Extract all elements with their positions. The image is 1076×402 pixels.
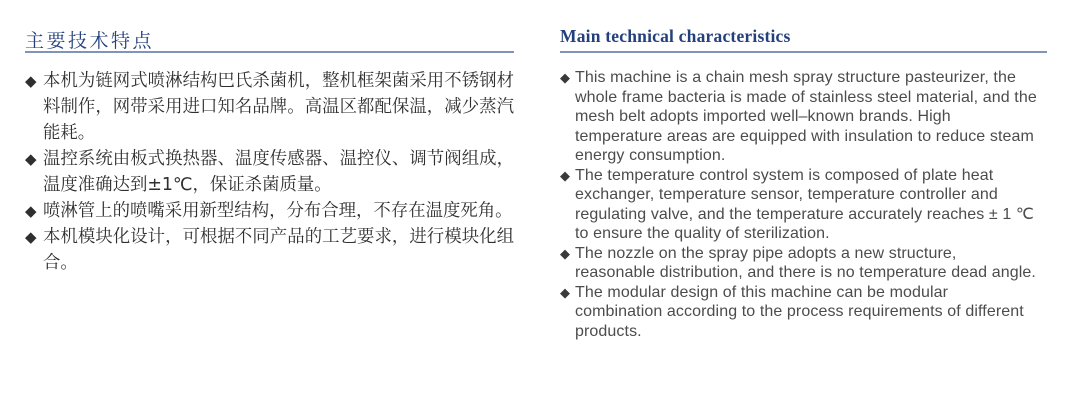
feature-list-item (25, 68, 514, 146)
chinese-features-section (25, 26, 514, 276)
feature-list-item (560, 244, 1038, 283)
diamond-bullet-icon: ◆ (560, 167, 571, 183)
feature-list-item (560, 68, 1038, 166)
chinese-bullet-list (25, 68, 514, 276)
feature-list-item (25, 198, 514, 224)
diamond-bullet-icon: ◆ (25, 202, 37, 220)
diamond-bullet-icon: ◆ (25, 72, 37, 90)
feature-text: 本机模块化设计，可根据不同产品的工艺要求，进行模块化组合。 (43, 227, 514, 273)
chinese-section-title: 主要技术特点 (25, 26, 514, 53)
feature-text: 喷淋管上的喷嘴采用新型结构，分布合理，不存在温度死角。 (43, 201, 513, 221)
feature-text: The temperature control system is composed of plate heat exchanger, temperature sensor, temperature controller and regulating valve, and the temperature accurately reaches ± 1 ℃ to ensure the quality of sterilization. (575, 166, 1034, 242)
feature-list-item (560, 166, 1038, 244)
english-section-title: Main technical characteristics (560, 26, 1047, 53)
feature-text: 温控系统由板式换热器、温度传感器、温控仪、调节阀组成，温度准确达到±1℃，保证杀菌质量。 (43, 149, 514, 195)
english-characteristics-section (560, 26, 1047, 341)
diamond-bullet-icon: ◆ (560, 284, 571, 300)
feature-text: 本机为链网式喷淋结构巴氏杀菌机，整机框架菌采用不锈钢材料制作，网带采用进口知名品牌。高温区都配保温，减少蒸汽能耗。 (43, 71, 514, 143)
english-bullet-list (560, 68, 1038, 341)
feature-text: The nozzle on the spray pipe adopts a new structure, reasonable distribution, and there is no temperature dead angle. (575, 244, 1036, 281)
diamond-bullet-icon: ◆ (25, 150, 37, 168)
diamond-bullet-icon: ◆ (25, 228, 37, 246)
feature-text: This machine is a chain mesh spray structure pasteurizer, the whole frame bacteria is made of stainless steel material, and the mesh belt adopts imported well–known brands. High temperature areas are equipped with insulation to reduce steam energy consumption. (575, 69, 1037, 164)
diamond-bullet-icon: ◆ (560, 70, 571, 85)
feature-list-item (25, 146, 514, 198)
diamond-bullet-icon: ◆ (560, 245, 571, 261)
feature-text: The modular design of this machine can be modular combination according to the process requirements of different products. (575, 283, 1024, 340)
feature-list-item (25, 224, 514, 276)
feature-list-item (560, 283, 1038, 342)
